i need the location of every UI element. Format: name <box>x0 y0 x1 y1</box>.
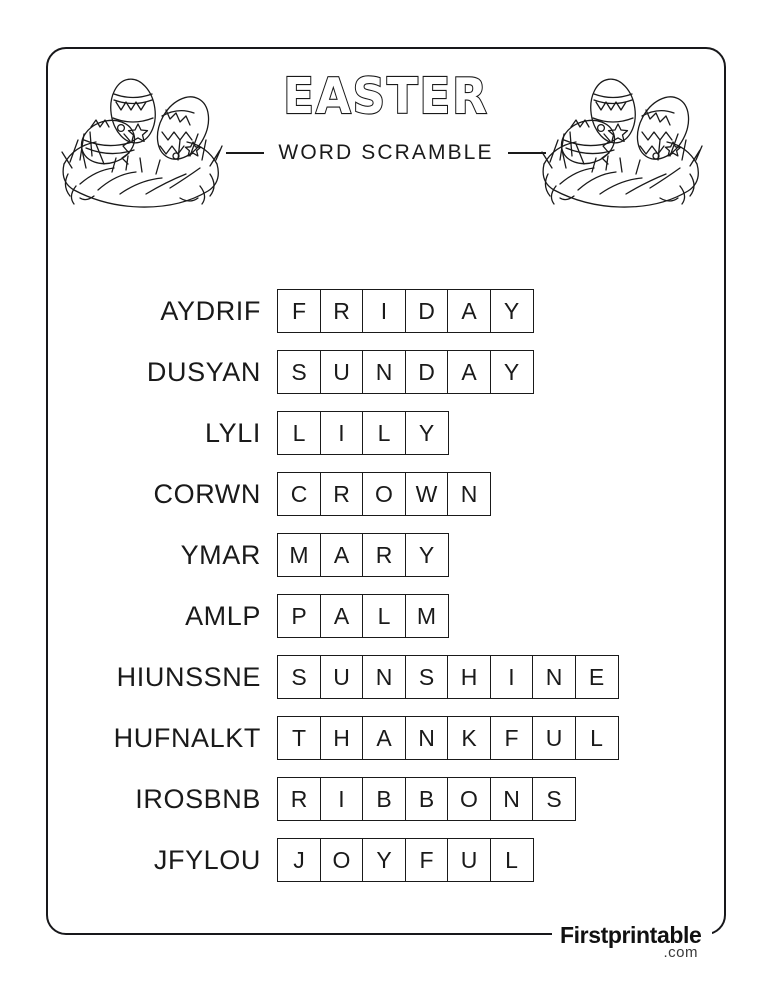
answer-boxes <box>277 777 576 821</box>
answer-boxes <box>277 655 619 699</box>
answer-letter-box[interactable]: L <box>575 716 619 760</box>
answer-letter-box[interactable]: N <box>405 716 449 760</box>
answer-letter-box[interactable]: F <box>405 838 449 882</box>
answer-letter-box[interactable]: L <box>490 838 534 882</box>
scramble-row <box>46 411 726 455</box>
answer-letter-box[interactable]: N <box>447 472 491 516</box>
answer-letter-box[interactable]: E <box>575 655 619 699</box>
scrambled-word: AYDRIF <box>160 295 261 326</box>
answer-letter-box[interactable]: S <box>532 777 576 821</box>
rule-left <box>226 152 264 154</box>
answer-letter-box[interactable]: Y <box>490 289 534 333</box>
page-title: EASTER <box>283 68 489 125</box>
page-subtitle: WORD SCRAMBLE <box>278 141 494 164</box>
answer-letter-box[interactable]: D <box>405 350 449 394</box>
answer-letter-box[interactable]: A <box>320 533 364 577</box>
answer-letter-box[interactable]: O <box>362 472 406 516</box>
answer-letter-box[interactable]: A <box>447 289 491 333</box>
answer-letter-box[interactable]: D <box>405 289 449 333</box>
answer-letter-box[interactable]: S <box>277 350 321 394</box>
answer-letter-box[interactable]: O <box>320 838 364 882</box>
answer-letter-box[interactable]: C <box>277 472 321 516</box>
answer-letter-box[interactable]: H <box>447 655 491 699</box>
answer-letter-box[interactable]: U <box>320 655 364 699</box>
answer-letter-box[interactable]: R <box>277 777 321 821</box>
answer-letter-box[interactable]: N <box>532 655 576 699</box>
scrambled-word: HIUNSSNE <box>116 661 261 692</box>
easter-eggs-nest-icon-right <box>530 56 710 211</box>
answer-boxes <box>277 289 534 333</box>
answer-boxes <box>277 533 449 577</box>
answer-boxes <box>277 716 619 760</box>
answer-letter-box[interactable]: A <box>362 716 406 760</box>
answer-letter-box[interactable]: I <box>362 289 406 333</box>
answer-letter-box[interactable]: H <box>320 716 364 760</box>
answer-letter-box[interactable]: A <box>447 350 491 394</box>
brand-tld: .com <box>663 944 698 961</box>
word-scramble-list <box>46 289 726 899</box>
answer-letter-box[interactable]: O <box>447 777 491 821</box>
brand-logo <box>560 922 710 966</box>
answer-letter-box[interactable]: T <box>277 716 321 760</box>
answer-letter-box[interactable]: B <box>362 777 406 821</box>
answer-letter-box[interactable]: I <box>320 411 364 455</box>
scrambled-word: DUSYAN <box>146 356 261 387</box>
answer-letter-box[interactable]: Y <box>490 350 534 394</box>
subtitle-row <box>236 141 536 165</box>
answer-letter-box[interactable]: I <box>490 655 534 699</box>
answer-letter-box[interactable]: N <box>362 350 406 394</box>
answer-letter-box[interactable]: Y <box>362 838 406 882</box>
title-block <box>236 62 536 165</box>
answer-letter-box[interactable]: L <box>277 411 321 455</box>
scrambled-word: HUFNALKT <box>113 722 261 753</box>
answer-letter-box[interactable]: N <box>362 655 406 699</box>
answer-letter-box[interactable]: K <box>447 716 491 760</box>
scramble-row <box>46 716 726 760</box>
answer-letter-box[interactable]: U <box>320 350 364 394</box>
answer-letter-box[interactable]: I <box>320 777 364 821</box>
answer-letter-box[interactable]: Y <box>405 411 449 455</box>
brand-name: Firstprintable <box>560 922 702 948</box>
scramble-row <box>46 472 726 516</box>
answer-letter-box[interactable]: L <box>362 411 406 455</box>
answer-boxes <box>277 350 534 394</box>
answer-letter-box[interactable]: L <box>362 594 406 638</box>
scramble-row <box>46 533 726 577</box>
answer-letter-box[interactable]: W <box>405 472 449 516</box>
answer-letter-box[interactable]: P <box>277 594 321 638</box>
answer-letter-box[interactable]: B <box>405 777 449 821</box>
answer-boxes <box>277 594 449 638</box>
scrambled-word: JFYLOU <box>153 844 261 875</box>
answer-letter-box[interactable]: F <box>277 289 321 333</box>
answer-letter-box[interactable]: U <box>447 838 491 882</box>
answer-letter-box[interactable]: R <box>362 533 406 577</box>
answer-letter-box[interactable]: U <box>532 716 576 760</box>
answer-letter-box[interactable]: S <box>405 655 449 699</box>
answer-letter-box[interactable]: M <box>405 594 449 638</box>
answer-letter-box[interactable]: A <box>320 594 364 638</box>
easter-eggs-nest-icon-left <box>50 56 230 211</box>
answer-letter-box[interactable]: F <box>490 716 534 760</box>
worksheet-header <box>46 50 726 215</box>
answer-boxes <box>277 838 534 882</box>
scrambled-word: AMLP <box>185 600 261 631</box>
answer-boxes <box>277 411 449 455</box>
scramble-row <box>46 655 726 699</box>
answer-letter-box[interactable]: M <box>277 533 321 577</box>
scrambled-word: LYLI <box>205 417 261 448</box>
scrambled-word: YMAR <box>180 539 261 570</box>
answer-letter-box[interactable]: S <box>277 655 321 699</box>
scrambled-word: CORWN <box>153 478 261 509</box>
answer-letter-box[interactable]: N <box>490 777 534 821</box>
answer-letter-box[interactable]: Y <box>405 533 449 577</box>
scramble-row <box>46 594 726 638</box>
scramble-row <box>46 289 726 333</box>
scramble-row <box>46 350 726 394</box>
answer-letter-box[interactable]: R <box>320 472 364 516</box>
answer-letter-box[interactable]: J <box>277 838 321 882</box>
scramble-row <box>46 777 726 821</box>
scrambled-word: IROSBNB <box>135 783 261 814</box>
scramble-row <box>46 838 726 882</box>
answer-boxes <box>277 472 491 516</box>
answer-letter-box[interactable]: R <box>320 289 364 333</box>
